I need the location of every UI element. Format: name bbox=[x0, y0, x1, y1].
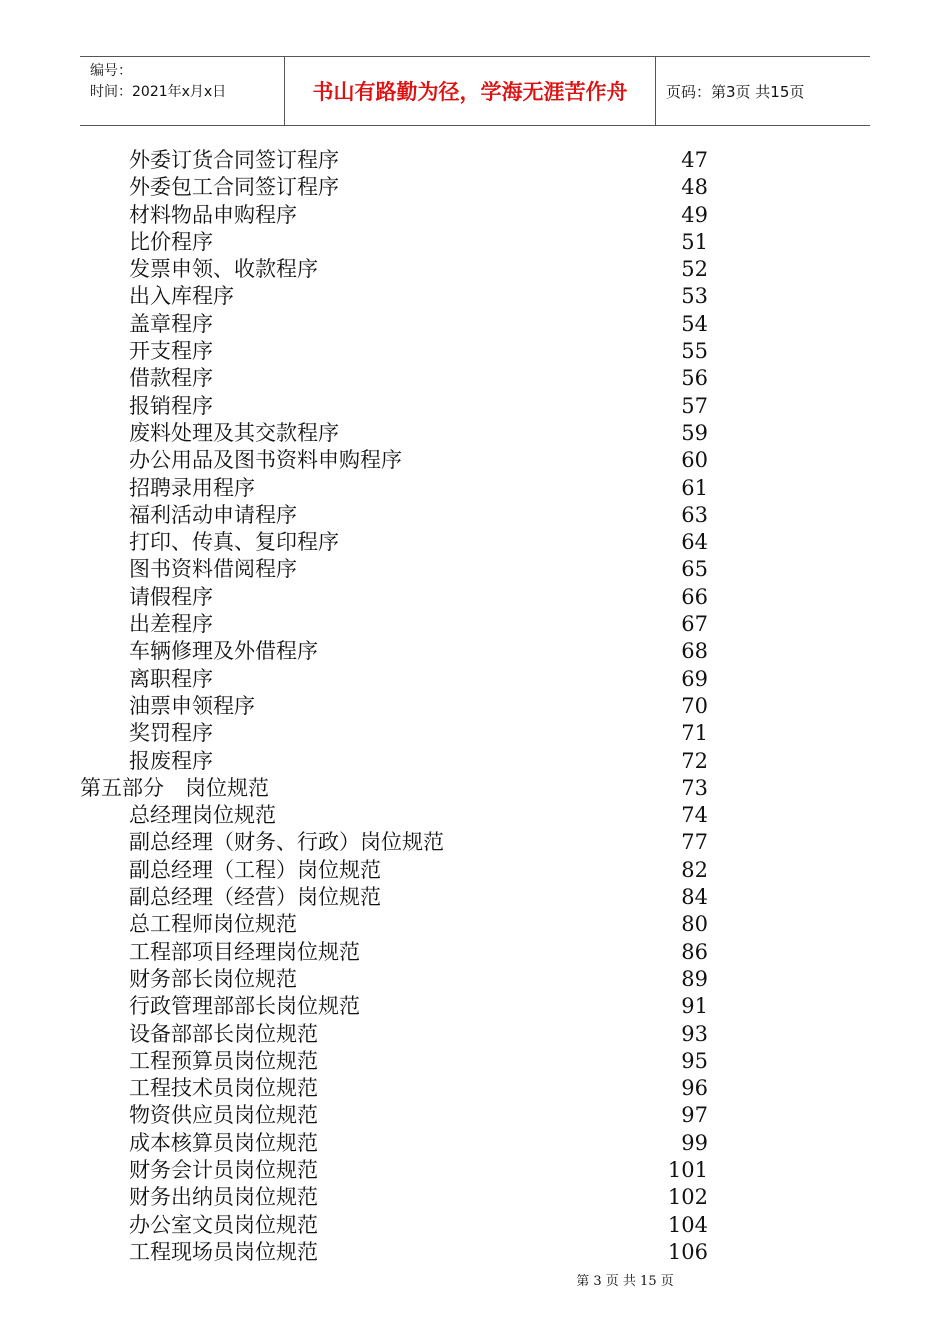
toc-entry bbox=[0, 311, 950, 338]
toc-entry-page: 56 bbox=[681, 366, 708, 391]
toc-entry bbox=[0, 147, 950, 174]
toc-entry bbox=[0, 1048, 950, 1075]
toc-entry bbox=[0, 1075, 950, 1102]
toc-entry-title: 出差程序 bbox=[129, 612, 213, 637]
toc-entry-title: 报废程序 bbox=[129, 748, 213, 773]
toc-entry bbox=[0, 993, 950, 1020]
toc-entry-page: 77 bbox=[681, 830, 708, 855]
toc-entry-title: 办公室文员岗位规范 bbox=[129, 1212, 318, 1237]
toc-entry-title: 打印、传真、复印程序 bbox=[129, 530, 339, 555]
toc-entry bbox=[0, 939, 950, 966]
toc-entry-page: 67 bbox=[681, 612, 708, 637]
toc-entry-title: 油票申领程序 bbox=[129, 693, 255, 718]
toc-entry-title: 工程技术员岗位规范 bbox=[129, 1076, 318, 1101]
toc-entry bbox=[0, 529, 950, 556]
header-page-info: 页码：第3页 共15页 bbox=[666, 82, 805, 101]
toc-entry bbox=[0, 229, 950, 256]
header-motto: 书山有路勤为径，学海无涯苦作舟 bbox=[284, 57, 656, 125]
table-of-contents bbox=[0, 147, 950, 1266]
toc-entry bbox=[0, 556, 950, 583]
toc-entry-title: 成本核算员岗位规范 bbox=[129, 1130, 318, 1155]
toc-entry-page: 102 bbox=[667, 1185, 708, 1210]
toc-entry-page: 74 bbox=[681, 803, 708, 828]
toc-entry-title: 奖罚程序 bbox=[129, 721, 213, 746]
toc-entry-page: 68 bbox=[681, 639, 708, 664]
toc-entry-title: 工程部项目经理岗位规范 bbox=[129, 939, 360, 964]
toc-entry-title: 车辆修理及外借程序 bbox=[129, 639, 318, 664]
header-meta bbox=[80, 57, 284, 125]
doc-time-label: 时间：2021年x月x日 bbox=[90, 84, 227, 100]
toc-entry-page: 70 bbox=[681, 693, 708, 718]
toc-entry-title: 盖章程序 bbox=[129, 311, 213, 336]
toc-entry bbox=[0, 966, 950, 993]
toc-entry-page: 48 bbox=[681, 175, 708, 200]
toc-entry bbox=[0, 666, 950, 693]
footer-page-number: 第 3 页 共 15 页 bbox=[576, 1274, 674, 1289]
toc-entry bbox=[0, 502, 950, 529]
toc-entry-title: 设备部部长岗位规范 bbox=[129, 1021, 318, 1046]
page-header bbox=[80, 56, 870, 126]
toc-entry-page: 66 bbox=[681, 584, 708, 609]
toc-entry-title: 废料处理及其交款程序 bbox=[129, 420, 339, 445]
toc-entry-page: 52 bbox=[681, 257, 708, 282]
toc-entry-title: 财务出纳员岗位规范 bbox=[129, 1185, 318, 1210]
toc-entry-page: 96 bbox=[681, 1076, 708, 1101]
page-footer bbox=[0, 1270, 950, 1289]
toc-entry-title: 副总经理（工程）岗位规范 bbox=[129, 857, 381, 882]
toc-entry-page: 82 bbox=[681, 857, 708, 882]
toc-entry bbox=[0, 420, 950, 447]
toc-entry bbox=[0, 1130, 950, 1157]
toc-entry bbox=[0, 174, 950, 201]
toc-entry bbox=[0, 720, 950, 747]
toc-entry bbox=[0, 857, 950, 884]
toc-entry-title: 发票申领、收款程序 bbox=[129, 257, 318, 282]
toc-entry-page: 59 bbox=[681, 420, 708, 445]
toc-entry-title: 报销程序 bbox=[129, 393, 213, 418]
toc-entry-page: 97 bbox=[681, 1103, 708, 1128]
toc-entry bbox=[0, 1021, 950, 1048]
toc-entry-page: 95 bbox=[681, 1048, 708, 1073]
toc-entry bbox=[0, 1212, 950, 1239]
toc-entry-page: 73 bbox=[681, 775, 708, 800]
toc-entry-page: 91 bbox=[681, 994, 708, 1019]
toc-entry-title: 比价程序 bbox=[129, 229, 213, 254]
toc-entry-title: 开支程序 bbox=[129, 339, 213, 364]
toc-entry-title: 财务部长岗位规范 bbox=[129, 966, 297, 991]
toc-entry bbox=[0, 365, 950, 392]
toc-entry-page: 89 bbox=[681, 966, 708, 991]
toc-entry bbox=[0, 338, 950, 365]
toc-entry-page: 54 bbox=[681, 311, 708, 336]
toc-entry bbox=[0, 1239, 950, 1266]
toc-entry-title: 外委订货合同签订程序 bbox=[129, 148, 339, 172]
toc-entry-page: 47 bbox=[681, 148, 708, 172]
toc-entry-page: 65 bbox=[681, 557, 708, 582]
toc-entry-title: 招聘录用程序 bbox=[129, 475, 255, 500]
toc-entry bbox=[0, 393, 950, 420]
toc-entry-title: 工程现场员岗位规范 bbox=[129, 1239, 318, 1264]
toc-entry-page: 106 bbox=[667, 1239, 708, 1264]
toc-entry-page: 61 bbox=[681, 475, 708, 500]
toc-entry-title: 外委包工合同签订程序 bbox=[129, 175, 339, 200]
toc-section-heading bbox=[0, 775, 950, 802]
toc-entry-page: 86 bbox=[681, 939, 708, 964]
toc-entry-page: 80 bbox=[681, 912, 708, 937]
toc-entry bbox=[0, 748, 950, 775]
toc-entry bbox=[0, 475, 950, 502]
toc-entry-page: 101 bbox=[667, 1157, 708, 1182]
toc-entry bbox=[0, 638, 950, 665]
toc-entry-title: 物资供应员岗位规范 bbox=[129, 1103, 318, 1128]
toc-entry bbox=[0, 611, 950, 638]
toc-entry-page: 55 bbox=[681, 339, 708, 364]
toc-entry-page: 49 bbox=[681, 202, 708, 227]
toc-entry-title: 总工程师岗位规范 bbox=[129, 912, 297, 937]
toc-entry-title: 总经理岗位规范 bbox=[129, 803, 276, 828]
toc-entry bbox=[0, 256, 950, 283]
toc-entry-page: 71 bbox=[681, 721, 708, 746]
toc-entry-title: 福利活动申请程序 bbox=[129, 502, 297, 527]
toc-entry-page: 104 bbox=[667, 1212, 708, 1237]
toc-entry bbox=[0, 1184, 950, 1211]
toc-entry bbox=[0, 911, 950, 938]
toc-entry-page: 64 bbox=[681, 530, 708, 555]
toc-entry-page: 93 bbox=[681, 1021, 708, 1046]
toc-entry-title: 出入库程序 bbox=[129, 284, 234, 309]
toc-entry-title: 财务会计员岗位规范 bbox=[129, 1157, 318, 1182]
toc-entry-title: 副总经理（经营）岗位规范 bbox=[129, 885, 381, 910]
toc-entry bbox=[0, 829, 950, 856]
toc-entry-page: 51 bbox=[681, 229, 708, 254]
toc-entry-title: 借款程序 bbox=[129, 366, 213, 391]
toc-entry-title: 离职程序 bbox=[129, 666, 213, 691]
toc-entry bbox=[0, 884, 950, 911]
toc-entry-title: 工程预算员岗位规范 bbox=[129, 1048, 318, 1073]
toc-entry bbox=[0, 693, 950, 720]
toc-entry bbox=[0, 802, 950, 829]
toc-entry-page: 60 bbox=[681, 448, 708, 473]
toc-entry-title: 请假程序 bbox=[129, 584, 213, 609]
toc-entry bbox=[0, 283, 950, 310]
toc-entry-page: 69 bbox=[681, 666, 708, 691]
toc-entry bbox=[0, 447, 950, 474]
doc-number-label: 编号： bbox=[90, 63, 132, 79]
toc-entry-title: 图书资料借阅程序 bbox=[129, 557, 297, 582]
toc-entry-title: 第五部分 岗位规范 bbox=[80, 775, 269, 800]
toc-entry bbox=[0, 1102, 950, 1129]
toc-entry bbox=[0, 202, 950, 229]
toc-entry-page: 72 bbox=[681, 748, 708, 773]
toc-entry-page: 63 bbox=[681, 502, 708, 527]
toc-entry-title: 办公用品及图书资料申购程序 bbox=[129, 448, 402, 473]
toc-entry-page: 84 bbox=[681, 885, 708, 910]
toc-entry bbox=[0, 584, 950, 611]
toc-entry-page: 57 bbox=[681, 393, 708, 418]
toc-entry bbox=[0, 1157, 950, 1184]
toc-entry-page: 53 bbox=[681, 284, 708, 309]
toc-entry-title: 材料物品申购程序 bbox=[129, 202, 297, 227]
toc-entry-page: 99 bbox=[681, 1130, 708, 1155]
toc-entry-title: 副总经理（财务、行政）岗位规范 bbox=[129, 830, 444, 855]
toc-entry-title: 行政管理部部长岗位规范 bbox=[129, 994, 360, 1019]
